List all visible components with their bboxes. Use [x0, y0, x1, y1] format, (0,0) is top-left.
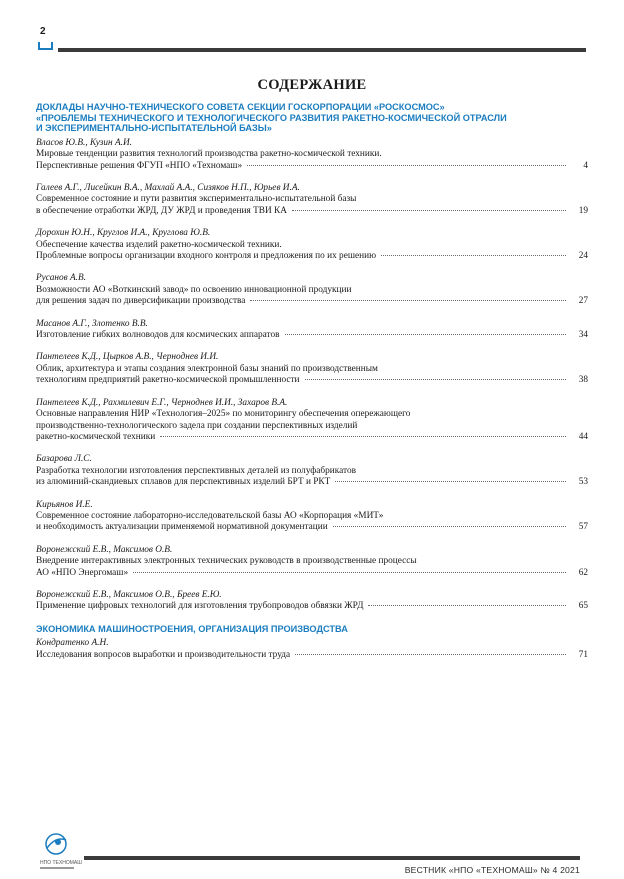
entry-title-line: [36, 601, 588, 612]
dot-leader: [368, 605, 566, 606]
entry-title-text: в обеспечение отработки ЖРД, ДУ ЖРД и проведения ТВИ КА: [36, 205, 287, 216]
entry-page-number: 4: [583, 160, 588, 171]
entry-authors: Кондратенко А.Н.: [36, 638, 109, 649]
entry-page-number: 53: [578, 477, 588, 488]
entry-page-number: 24: [578, 251, 588, 262]
journal-footer: ВЕСТНИК «НПО «ТЕХНОМАШ» № 4 2021: [404, 865, 580, 875]
entry-title-text: Перспективные решения ФГУП «НПО «Техномаш»: [36, 160, 243, 171]
entry-authors: Русанов А.В.: [36, 273, 86, 284]
section-heading: [36, 624, 588, 635]
entry-title-line: Разработка технологии изготовления перспективных деталей из полуфабрикатов: [36, 465, 356, 476]
entry-title-text: ракетно-космической техники: [36, 431, 156, 442]
entry-title-line: Современное состояние и пути развития экспериментально-испытательной базы: [36, 194, 357, 205]
entry-title-line: Современное состояние лабораторно-исследовательской базы АО «Корпорация «МИТ»: [36, 510, 384, 521]
entry-page-number: 65: [578, 601, 588, 612]
entry-title-line: Облик, архитектура и этапы создания электронной базы знаний по производственным: [36, 363, 378, 374]
entry-title-line: Возможности АО «Воткинский завод» по освоению инновационной продукции: [36, 284, 352, 295]
section-heading-line: ЭКОНОМИКА МАШИНОСТРОЕНИЯ, ОРГАНИЗАЦИЯ ПРОИЗВОДСТВА: [36, 623, 348, 634]
dot-leader: [295, 654, 566, 655]
toc-entry[interactable]: [36, 454, 588, 488]
table-of-contents: [36, 102, 588, 672]
entry-page-number: 19: [578, 205, 588, 216]
entry-authors: Масанов А.Г., Злотенко В.В.: [36, 318, 148, 329]
dot-leader: [335, 481, 566, 482]
dot-leader: [333, 526, 566, 527]
entry-title-text: из алюминий-скандиевых сплавов для перспективных изделий БРТ и РКТ: [36, 477, 331, 488]
dot-leader: [305, 379, 566, 380]
entry-authors: Воронежский Е.В., Максимов О.В., Бреев Е.Ю.: [36, 589, 222, 600]
entry-title-line: [36, 477, 588, 488]
publisher-logo: [38, 828, 98, 874]
entry-title-line: [36, 432, 588, 443]
header-rule: [58, 48, 586, 52]
entry-title-line: [36, 375, 588, 386]
entry-title-line: [36, 330, 588, 341]
entry-authors: Кирьянов И.Е.: [36, 499, 93, 510]
entry-authors: Галеев А.Г., Лисейкин В.А., Махлай А.А., Сизяков Н.П., Юрьев И.А.: [36, 183, 300, 193]
entry-page-number: 44: [578, 431, 588, 442]
section-heading-line: И ЭКСПЕРИМЕНТАЛЬНО-ИСПЫТАТЕЛЬНОЙ БАЗЫ»: [36, 123, 272, 134]
entry-title-line: Внедрение интерактивных электронных технических руководств в производственные процессы: [36, 556, 417, 567]
toc-entry[interactable]: [36, 398, 588, 444]
entry-page-number: 34: [578, 330, 588, 341]
toc-entry[interactable]: [36, 319, 588, 342]
entry-page-number: 71: [578, 649, 588, 660]
entry-title-line: [36, 251, 588, 262]
entry-title-line: [36, 522, 588, 533]
dot-leader: [285, 334, 566, 335]
entry-page-number: 57: [578, 522, 588, 533]
svg-text:НПО ТЕХНОМАШ: НПО ТЕХНОМАШ: [40, 860, 82, 866]
entry-title-line: производственно-технологического задела при создании перспективных изделий: [36, 420, 358, 431]
toc-entry[interactable]: [36, 183, 588, 217]
tray-icon: [38, 41, 53, 50]
dot-leader: [250, 300, 566, 301]
entry-page-number: 62: [578, 567, 588, 578]
entry-title-text: АО «НПО Энергомаш»: [36, 567, 129, 578]
entry-title-line: [36, 650, 588, 661]
entry-authors: Дорохин Ю.Н., Круглов И.А., Круглова Ю.В.: [36, 228, 211, 239]
entry-page-number: 38: [578, 375, 588, 386]
entry-title-line: Обеспечение качества изделий ракетно-космической техники.: [36, 239, 282, 250]
toc-entry[interactable]: [36, 352, 588, 386]
entry-title-line: [36, 296, 588, 307]
section-heading-line: ДОКЛАДЫ НАУЧНО-ТЕХНИЧЕСКОГО СОВЕТА СЕКЦИИ ГОСКОРПОРАЦИИ «РОСКОСМОС»: [36, 102, 445, 112]
entry-page-number: 27: [578, 296, 588, 307]
toc-entry[interactable]: [36, 273, 588, 307]
entry-title-line: [36, 206, 588, 217]
footer-rule: [84, 856, 580, 860]
toc-entry[interactable]: [36, 590, 588, 613]
toc-entry[interactable]: [36, 545, 588, 579]
entry-authors: Пантелеев К.Д., Рахмилевич Е.Г., Черноднев И.И., Захаров В.А.: [36, 397, 288, 408]
entry-title-text: технологиям предприятий ракетно-космической промышленности: [36, 375, 300, 386]
entry-authors: Пантелеев К.Д., Цырков А.В., Черноднев И.И.: [36, 352, 219, 363]
dot-leader: [381, 255, 566, 256]
toc-entry[interactable]: [36, 228, 588, 262]
entry-authors: Базарова Л.С.: [36, 454, 92, 465]
entry-authors: Власов Ю.В., Кузин А.И.: [36, 137, 133, 148]
dot-leader: [292, 210, 566, 211]
toc-entry[interactable]: [36, 138, 588, 172]
entry-title-text: Изготовление гибких волноводов для космических аппаратов: [36, 330, 280, 341]
dot-leader: [133, 572, 566, 573]
entry-title-line: Основные направления НИР «Технология–2025» по мониторингу обеспечения опережающего: [36, 409, 411, 420]
toc-entry[interactable]: [36, 638, 588, 661]
entry-title-line: [36, 161, 588, 172]
dot-leader: [160, 436, 566, 437]
entry-title-line: [36, 568, 588, 579]
dot-leader: [247, 165, 566, 166]
entry-title-text: Исследования вопросов выработки и производительности труда: [36, 649, 291, 660]
contents-title: СОДЕРЖАНИЕ: [257, 77, 367, 93]
entry-title-text: Проблемные вопросы организации входного контроля и предложения по их решению: [36, 251, 377, 262]
entry-title-text: Применение цифровых технологий для изготовления трубопроводов обвязки ЖРД: [36, 601, 364, 612]
section-heading-line: «ПРОБЛЕМЫ ТЕХНИЧЕСКОГО И ТЕХНОЛОГИЧЕСКОГО РАЗВИТИЯ РАКЕТНО-КОСМИЧЕСКОЙ ОТРАСЛИ: [36, 112, 507, 123]
entry-title-line: Мировые тенденции развития технологий производства ракетно-космической техники.: [36, 149, 382, 160]
section-heading: [36, 102, 588, 134]
entry-title-text: для решения задач по диверсификации производства: [36, 296, 246, 307]
page-number: 2: [40, 26, 46, 37]
toc-entry[interactable]: [36, 500, 588, 534]
entry-title-text: и необходимость актуализации применяемой нормативной документации: [36, 522, 328, 533]
entry-authors: Воронежский Е.В., Максимов О.В.: [36, 544, 173, 555]
